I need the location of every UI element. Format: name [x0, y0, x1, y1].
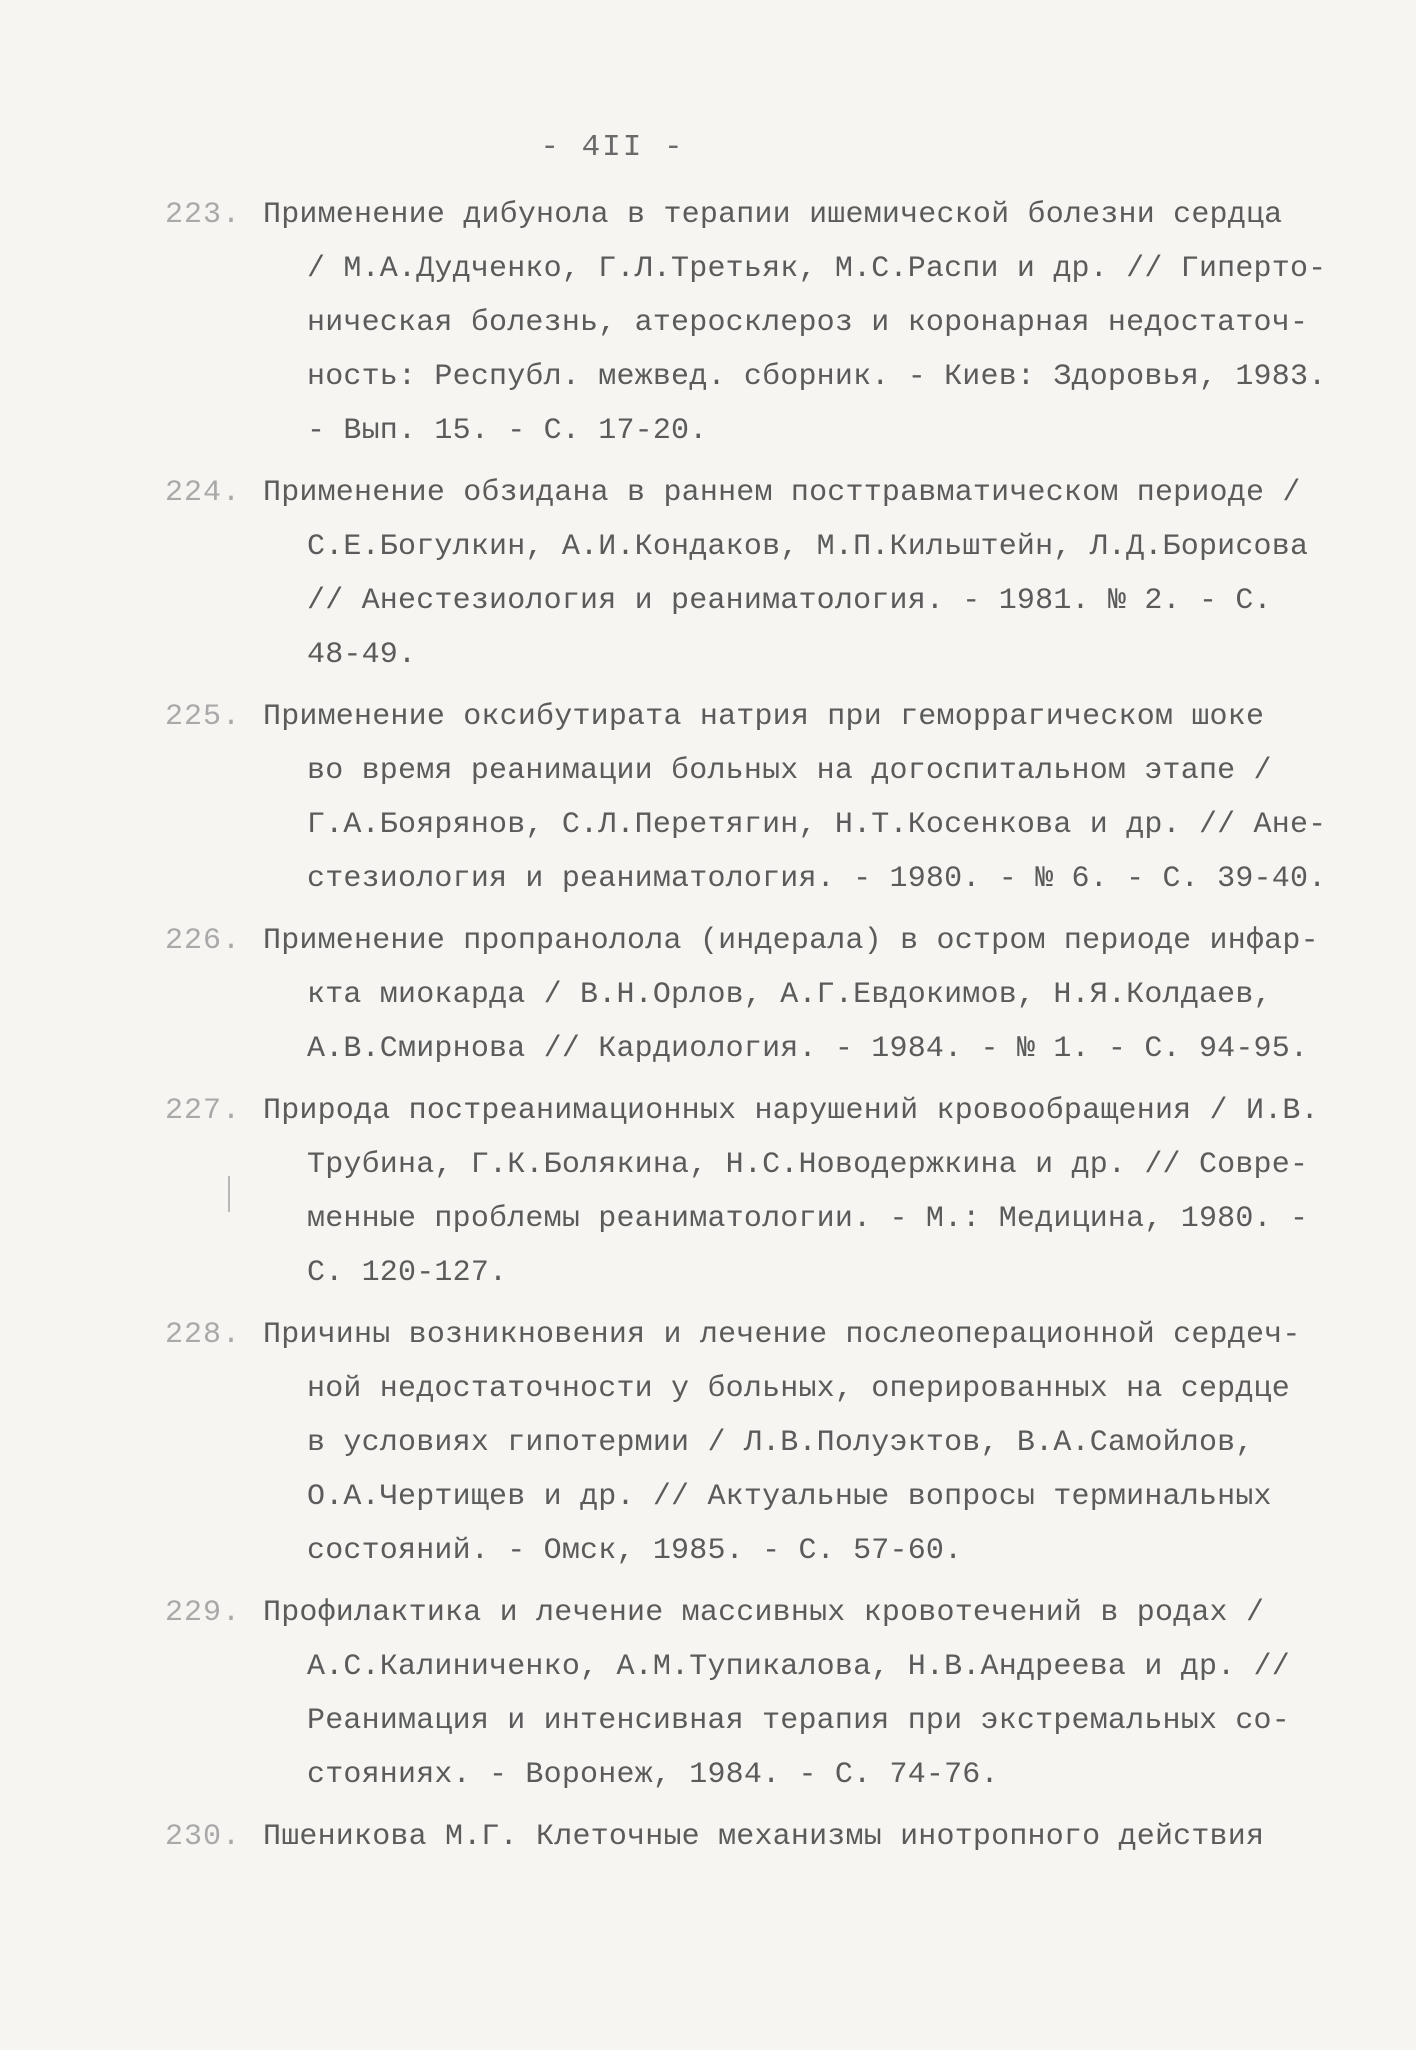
entry-continuation-line: О.А.Чертищев и др. // Актуальные вопросы терминальных: [307, 1480, 1272, 1514]
entry-continuation-line: - Вып. 15. - С. 17-20.: [307, 414, 708, 448]
entry-continuation-line: / М.А.Дудченко, Г.Л.Третьяк, М.С.Распи и др. // Гиперто-: [307, 252, 1327, 286]
entry-continuation-line: // Анестезиология и реаниматология. - 1981. № 2. - С.: [307, 584, 1272, 618]
bibliography-entry: [165, 188, 1327, 458]
entry-number: 228.: [165, 1318, 242, 1352]
entry-continuation-line: менные проблемы реаниматологии. - М.: Медицина, 1980. -: [307, 1202, 1309, 1236]
entry-continuation-line: Реанимация и интенсивная терапия при экстремальных со-: [307, 1704, 1290, 1738]
entry-continuation-line: ность: Республ. межвед. сборник. - Киев: Здоровья, 1983.: [307, 360, 1327, 394]
entry-continuation-line: стезиология и реаниматология. - 1980. - № 6. - С. 39-40.: [307, 862, 1327, 896]
page-number: - 4II -: [540, 130, 685, 165]
entry-number: 223.: [165, 198, 242, 232]
bibliography-entry: [165, 1308, 1301, 1578]
entry-number: 226.: [165, 924, 242, 958]
entry-number: 230.: [165, 1820, 242, 1854]
entry-continuation-line: в условиях гипотермии / Л.В.Полуэктов, В.А.Самойлов,: [307, 1426, 1254, 1460]
bibliography-entry: [165, 914, 1319, 1076]
entry-continuation-line: С.Е.Богулкин, А.И.Кондаков, М.П.Кильштейн, Л.Д.Борисова: [307, 530, 1309, 564]
bibliography-entry: [165, 690, 1327, 906]
bibliography-entry: [165, 466, 1309, 682]
entry-continuation-line: стояниях. - Воронеж, 1984. - С. 74-76.: [307, 1758, 999, 1792]
bibliography-entry: [165, 1084, 1319, 1300]
entry-title-line: Применение дибунола в терапии ишемической болезни сердца: [263, 198, 1283, 232]
entry-title-line: Пшеникова М.Г. Клеточные механизмы инотропного действия: [263, 1820, 1265, 1854]
entry-title-line: Применение обзидана в раннем посттравматическом периоде /: [263, 476, 1301, 510]
entry-continuation-line: Трубина, Г.К.Болякина, Н.С.Новодержкина и др. // Совре-: [307, 1148, 1309, 1182]
entry-continuation-line: ной недостаточности у больных, оперированных на сердце: [307, 1372, 1290, 1406]
entry-title-line: Причины возникновения и лечение послеоперационной сердеч-: [263, 1318, 1301, 1352]
entry-title-line: Применение пропранолола (индерала) в остром периоде инфар-: [263, 924, 1319, 958]
entry-number: 224.: [165, 476, 242, 510]
entry-continuation-line: ническая болезнь, атеросклероз и коронарная недостаточ-: [307, 306, 1309, 340]
entry-title-line: Применение оксибутирата натрия при геморрагическом шоке: [263, 700, 1265, 734]
entry-title-line: Природа постреанимационных нарушений кровообращения / И.В.: [263, 1094, 1319, 1128]
bibliography-list: [165, 188, 1327, 1872]
entry-continuation-line: С. 120-127.: [307, 1256, 508, 1290]
bibliography-entry: [165, 1810, 1295, 1864]
entry-continuation-line: кта миокарда / В.Н.Орлов, А.Г.Евдокимов, Н.Я.Колдаев,: [307, 978, 1272, 1012]
entry-continuation-line: во время реанимации больных на догоспитальном этапе /: [307, 754, 1272, 788]
entry-number: 225.: [165, 700, 242, 734]
entry-continuation-line: Г.А.Боярянов, С.Л.Перетягин, Н.Т.Косенкова и др. // Ане-: [307, 808, 1327, 842]
entry-continuation-line: А.С.Калиниченко, А.М.Тупикалова, Н.В.Андреева и др. //: [307, 1650, 1290, 1684]
entry-number: 229.: [165, 1596, 242, 1630]
bibliography-entry: [165, 1586, 1295, 1802]
entry-continuation-line: 48-49.: [307, 638, 417, 672]
entry-continuation-line: состояний. - Омск, 1985. - С. 57-60.: [307, 1534, 963, 1568]
entry-continuation-line: А.В.Смирнова // Кардиология. - 1984. - № 1. - С. 94-95.: [307, 1032, 1309, 1066]
entry-number: 227.: [165, 1094, 242, 1128]
entry-title-line: Профилактика и лечение массивных кровотечений в родах /: [263, 1596, 1265, 1630]
